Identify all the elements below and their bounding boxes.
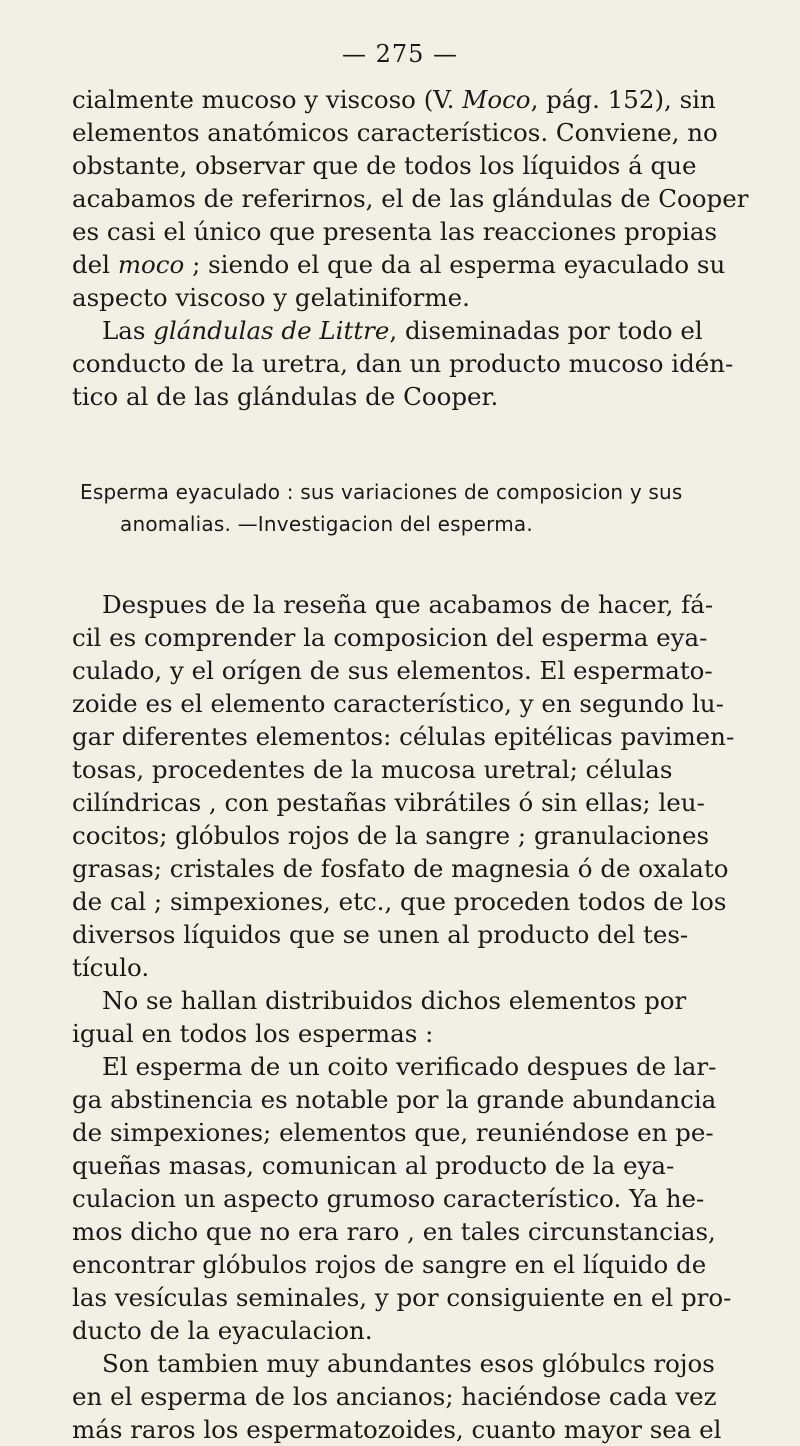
text-line: No se hallan distribuidos dichos elementos por [102,986,687,1015]
text-line: cilíndricas , con pestañas vibrátiles ó sin ellas; leu- [72,788,705,817]
text-line: mos dicho que no era raro , en tales circunstancias, [72,1217,716,1246]
text-line [72,248,772,281]
text-line: cocitos; glóbulos rojos de la sangre ; granulaciones [72,821,710,850]
text-line: las vesículas seminales, y por consiguiente en el pro- [72,1283,732,1312]
text-run: Las [102,316,154,345]
text-line: Son tambien muy abundantes esos glóbulcs rojos [102,1349,715,1378]
text-line: culado, y el orígen de sus elementos. El espermato- [72,656,713,685]
text-line: encontrar glóbulos rojos de sangre en el líquido de [72,1250,707,1279]
paragraph-composition [72,588,772,984]
text-line: aspecto viscoso y gelatiniforme. [72,283,470,312]
italic-term: moco [117,250,185,279]
text-line: zoide es el elemento característico, y en segundo lu- [72,689,724,718]
paragraph-abstinence [72,1050,772,1347]
text-line: grasas; cristales de fosfato de magnesia ó de oxalato [72,854,729,883]
text-line: gar diferentes elementos: células epitélicas pavimen- [72,722,735,751]
text-line: tico al de las glándulas de Cooper. [72,382,499,411]
text-line: tículo. [72,953,150,982]
text-line: de cal ; simpexiones, etc., que proceden todos de los [72,887,727,916]
paragraph-distribution [72,984,772,1050]
text-line: acabamos de referirnos, el de las glándulas de Cooper [72,184,749,213]
text-line: tosas, procedentes de la mucosa uretral; células [72,755,673,784]
text-line: ga abstinencia es notable por la grande abundancia [72,1085,717,1114]
text-run: cialmente mucoso y viscoso (V. [72,85,463,114]
text-run: , pág. 152), sin [530,85,716,114]
text-run: , diseminadas por todo el [389,316,703,345]
text-line: ducto de la eyaculacion. [72,1316,373,1345]
text-line: es casi el único que presenta las reacciones propias [72,217,718,246]
text-line: cil es comprender la composicion del esperma eya- [72,623,708,652]
text-line: en el esperma de los ancianos; haciéndose cada vez [72,1382,717,1411]
text-run: del [72,250,118,279]
text-line: elementos anatómicos característicos. Conviene, no [72,118,718,147]
text-line: más raros los espermatozoides, cuanto mayor sea el [72,1415,722,1444]
paragraph-littre [72,314,772,413]
section-heading [80,476,770,540]
text-block-upper [72,83,772,413]
text-line: de simpexiones; elementos que, reuniéndose en pe- [72,1118,714,1147]
paragraph-moco [72,83,772,314]
text-line: obstante, observar que de todos los líquidos á que [72,151,697,180]
heading-line: anomalias. —Investigacion del esperma. [120,512,533,536]
paragraph-elderly [72,1347,772,1446]
text-line: El esperma de un coito verificado despues de lar- [102,1052,717,1081]
text-line [72,314,772,347]
text-line: queñas masas, comunican al producto de la eya- [72,1151,675,1180]
text-run: ; siendo el que da al esperma eyaculado su [184,250,726,279]
text-block-lower [72,588,772,1446]
text-line: conducto de la uretra, dan un producto mucoso idén- [72,349,734,378]
italic-term: glándulas de Littre [153,316,390,345]
text-line: Despues de la reseña que acabamos de hacer, fá- [102,590,714,619]
text-line: culacion un aspecto grumoso característico. Ya he- [72,1184,705,1213]
text-line [72,83,772,116]
text-line: igual en todos los espermas : [72,1019,434,1048]
page-number: — 275 — [341,40,459,68]
text-line: diversos líquidos que se unen al producto del tes- [72,920,689,949]
italic-term: Moco [462,85,531,114]
heading-line: Esperma eyaculado : sus variaciones de composicion y sus [80,480,683,504]
